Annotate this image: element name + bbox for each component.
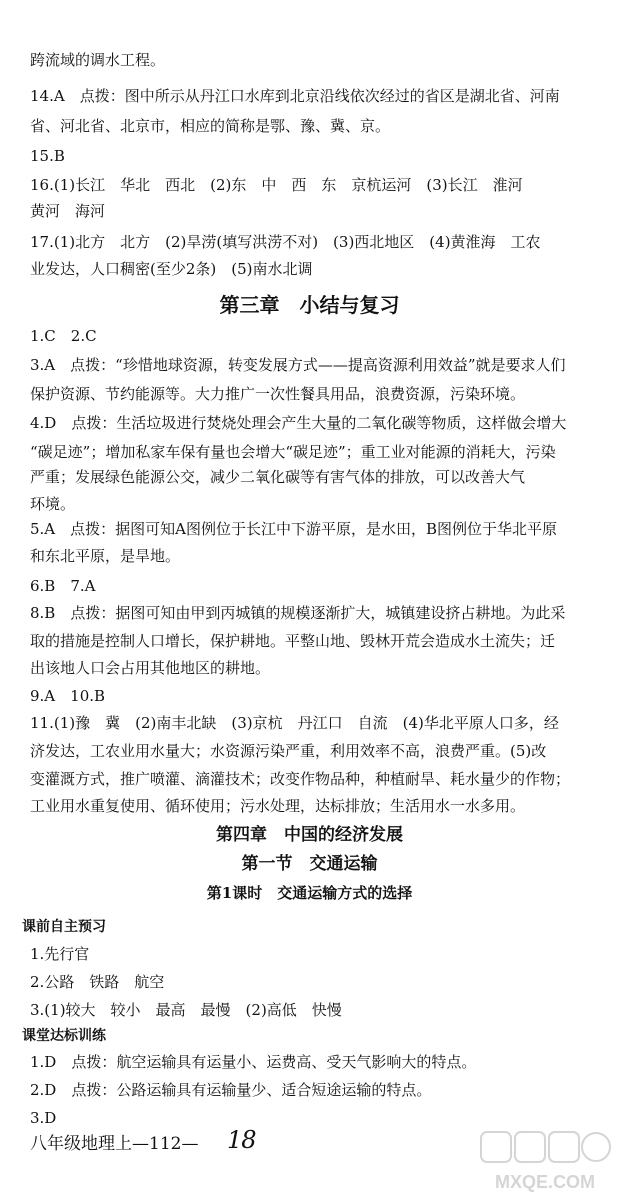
text-line: 出该地人口会占用其他地区的耕地。 xyxy=(30,659,271,677)
text-line: 4.D 点拨：生活垃圾进行焚烧处理会产生大量的二氧化碳等物质，这样做会增大 xyxy=(30,414,567,432)
text-line: 1.C 2.C xyxy=(30,327,97,345)
text-line: 黄河 海河 xyxy=(30,202,106,220)
text-line: 11.(1)豫 冀 (2)南丰北缺 (3)京杭 丹江口 自流 (4)华北平原人口多，经 xyxy=(30,714,559,732)
text-line: 工业用水重复使用、循环使用；污水处理，达标排放；生活用水一水多用。 xyxy=(30,797,526,815)
text-line: 8.B 点拨：据图可知由甲到丙城镇的规模逐渐扩大，城镇建设挤占耕地。为此采 xyxy=(30,604,566,622)
section-heading: 课堂达标训练 xyxy=(22,1028,106,1044)
text-line: 3.D xyxy=(30,1109,57,1127)
text-line: 5.A 点拨：据图可知A图例位于长江中下游平原，是水田，B图例位于华北平原 xyxy=(30,520,558,538)
text-line: 3.(1)较大 较小 最高 最慢 (2)高低 快慢 xyxy=(30,1001,342,1019)
text-line: 2.D 点拨：公路运输具有运输量少、适合短途运输的特点。 xyxy=(30,1081,432,1099)
watermark-text: MXQE.COM xyxy=(494,1172,596,1192)
text-line: 2.公路 铁路 航空 xyxy=(30,973,165,991)
section-title: 第一节 交通运输 xyxy=(241,854,378,874)
text-line: 跨流域的调水工程。 xyxy=(30,51,166,69)
section-heading: 课前自主预习 xyxy=(22,919,106,935)
text-line: 16.(1)长江 华北 西北 (2)东 中 西 东 京杭运河 (3)长江 淮河 xyxy=(30,176,523,194)
text-line: 省、河北省、北京市，相应的简称是鄂、豫、冀、京。 xyxy=(30,117,391,135)
text-line: 业发达，人口稠密(至少2条) (5)南水北调 xyxy=(30,260,313,278)
text-line: 环境。 xyxy=(30,495,76,513)
text-line: 变灌溉方式，推广喷灌、滴灌技术；改变作物品种，种植耐旱、耗水量少的作物； xyxy=(30,770,571,788)
text-line: 6.B 7.A xyxy=(30,577,96,595)
text-line: 和东北平原，是旱地。 xyxy=(30,547,181,565)
text-line: 17.(1)北方 北方 (2)旱涝(填写洪涝不对) (3)西北地区 (4)黄淮海 工农 xyxy=(30,233,541,251)
page-footer: 八年级地理上—112— xyxy=(30,1134,199,1154)
lesson-title: 第1课时 交通运输方式的选择 xyxy=(206,884,413,902)
text-line: 严重；发展绿色能源公交，减少二氧化碳等有害气体的排放，可以改善大气 xyxy=(30,468,526,486)
chapter-title: 第四章 中国的经济发展 xyxy=(216,825,403,845)
watermark-logo xyxy=(475,1128,615,1196)
text-line: 3.A 点拨：“珍惜地球资源，转变发展方式——提高资源利用效益”就是要求人们 xyxy=(30,356,566,374)
handwritten-page-number: 18 xyxy=(227,1126,256,1154)
text-line: “碳足迹”；增加私家车保有量也会增大“碳足迹”；重工业对能源的消耗大，污染 xyxy=(30,443,556,461)
text-line: 1.先行官 xyxy=(30,945,90,963)
text-line: 取的措施是控制人口增长，保护耕地。平整山地、毁林开荒会造成水土流失；迁 xyxy=(30,632,556,650)
chapter-title: 第三章 小结与复习 xyxy=(219,293,400,317)
text-line: 15.B xyxy=(30,147,65,165)
text-line: 济发达，工农业用水量大；水资源污染严重，利用效率不高，浪费严重。(5)改 xyxy=(30,742,547,760)
text-line: 1.D 点拨：航空运输具有运量小、运费高、受天气影响大的特点。 xyxy=(30,1053,477,1071)
text-line: 保护资源、节约能源等。大力推广一次性餐具用品，浪费资源，污染环境。 xyxy=(30,385,526,403)
text-line: 9.A 10.B xyxy=(30,687,106,705)
text-line: 14.A 点拨：图中所示从丹江口水库到北京沿线依次经过的省区是湖北省、河南 xyxy=(30,87,560,105)
